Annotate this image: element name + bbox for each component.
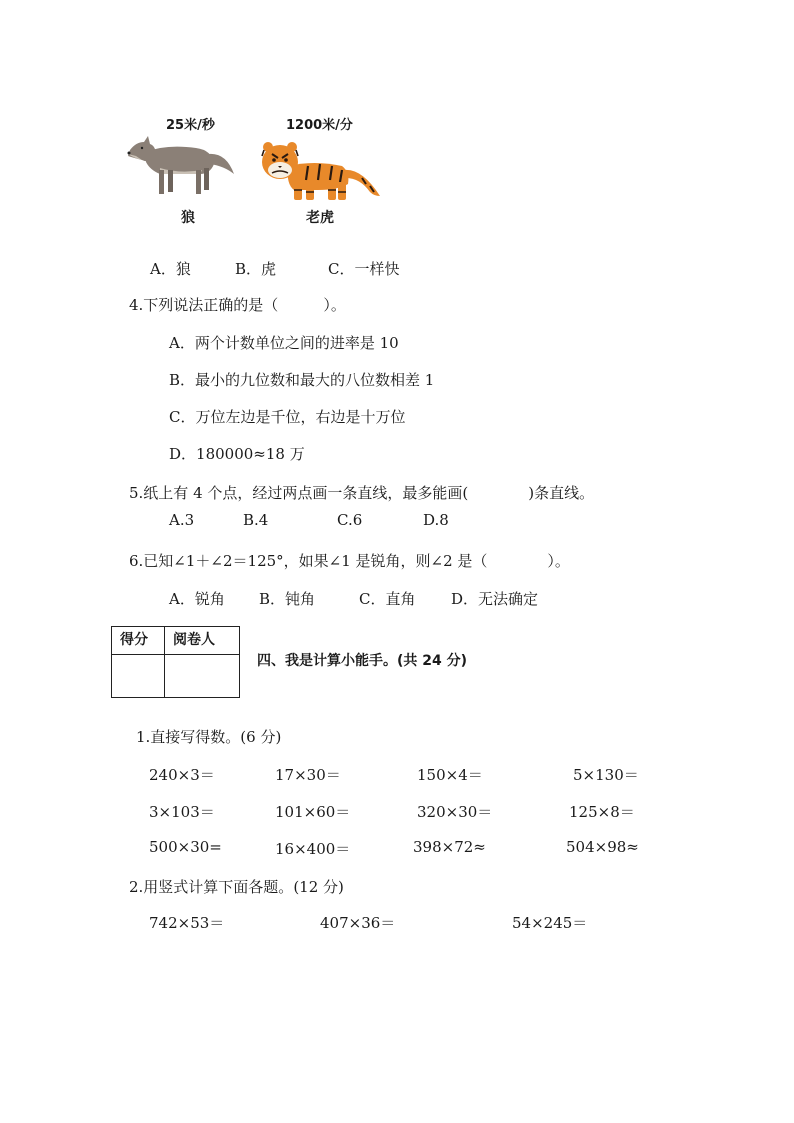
wolf-name-label: 狼 bbox=[181, 210, 195, 226]
tiger-name-label: 老虎 bbox=[306, 210, 334, 226]
q3-option-b: B．虎 bbox=[235, 260, 277, 278]
calc-1-title: 1.直接写得数。(6 分) bbox=[136, 728, 282, 746]
tiger-speed-label: 1200米/分 bbox=[286, 118, 353, 133]
q6-option-d: D．无法确定 bbox=[451, 590, 539, 608]
wolf-image bbox=[126, 134, 238, 198]
calc-1-item: 320×30＝ bbox=[417, 803, 493, 821]
q6-option-c: C．直角 bbox=[359, 590, 416, 608]
score-header: 得分 bbox=[112, 627, 165, 655]
q4-option-b: B．最小的九位数和最大的八位数相差 1 bbox=[169, 371, 435, 389]
q6-option-a: A．锐角 bbox=[169, 590, 225, 608]
q3-option-a: A．狼 bbox=[150, 260, 191, 278]
calc-1-item: 16×400＝ bbox=[275, 840, 351, 858]
calc-1-item: 150×4＝ bbox=[417, 766, 483, 784]
q4-option-c: C．万位左边是千位，右边是十万位 bbox=[169, 408, 406, 426]
calc-2-item: 54×245＝ bbox=[512, 914, 588, 932]
question-6-stem: 6.已知∠1＋∠2＝125°，如果∠1 是锐角，则∠2 是（ ）。 bbox=[129, 552, 570, 570]
question-4-stem: 4.下列说法正确的是（ ）。 bbox=[129, 296, 346, 314]
wolf-speed-label: 25米/秒 bbox=[166, 118, 215, 133]
q4-option-a: A．两个计数单位之间的进率是 10 bbox=[169, 334, 399, 352]
grader-cell[interactable] bbox=[165, 655, 240, 698]
q5-option-c: C.6 bbox=[337, 511, 363, 529]
calc-1-item: 125×8＝ bbox=[569, 803, 635, 821]
tiger-image bbox=[258, 140, 384, 204]
section-4-title: 四、我是计算小能手。(共 24 分) bbox=[257, 653, 468, 669]
grader-header: 阅卷人 bbox=[165, 627, 240, 655]
calc-1-item: 398×72≈ bbox=[413, 838, 486, 856]
calc-2-title: 2.用竖式计算下面各题。(12 分) bbox=[129, 878, 344, 896]
q5-option-b: B.4 bbox=[243, 511, 269, 529]
q5-option-a: A.3 bbox=[169, 511, 195, 529]
calc-1-item: 5×130＝ bbox=[573, 766, 639, 784]
calc-2-item: 407×36＝ bbox=[320, 914, 396, 932]
q3-option-c: C．一样快 bbox=[328, 260, 400, 278]
calc-2-item: 742×53＝ bbox=[149, 914, 225, 932]
question-5-stem: 5.纸上有 4 个点，经过两点画一条直线，最多能画( )条直线。 bbox=[129, 484, 595, 502]
calc-1-item: 17×30＝ bbox=[275, 766, 341, 784]
calc-1-item: 3×103＝ bbox=[149, 803, 215, 821]
q5-option-d: D.8 bbox=[423, 511, 449, 529]
q6-option-b: B．钝角 bbox=[259, 590, 316, 608]
calc-1-item: 101×60＝ bbox=[275, 803, 351, 821]
calc-1-item: 500×30= bbox=[149, 838, 222, 856]
score-cell[interactable] bbox=[112, 655, 165, 698]
calc-1-item: 504×98≈ bbox=[566, 838, 639, 856]
calc-1-item: 240×3＝ bbox=[149, 766, 215, 784]
q4-option-d: D．180000≈18 万 bbox=[169, 445, 305, 463]
score-table bbox=[111, 626, 240, 698]
